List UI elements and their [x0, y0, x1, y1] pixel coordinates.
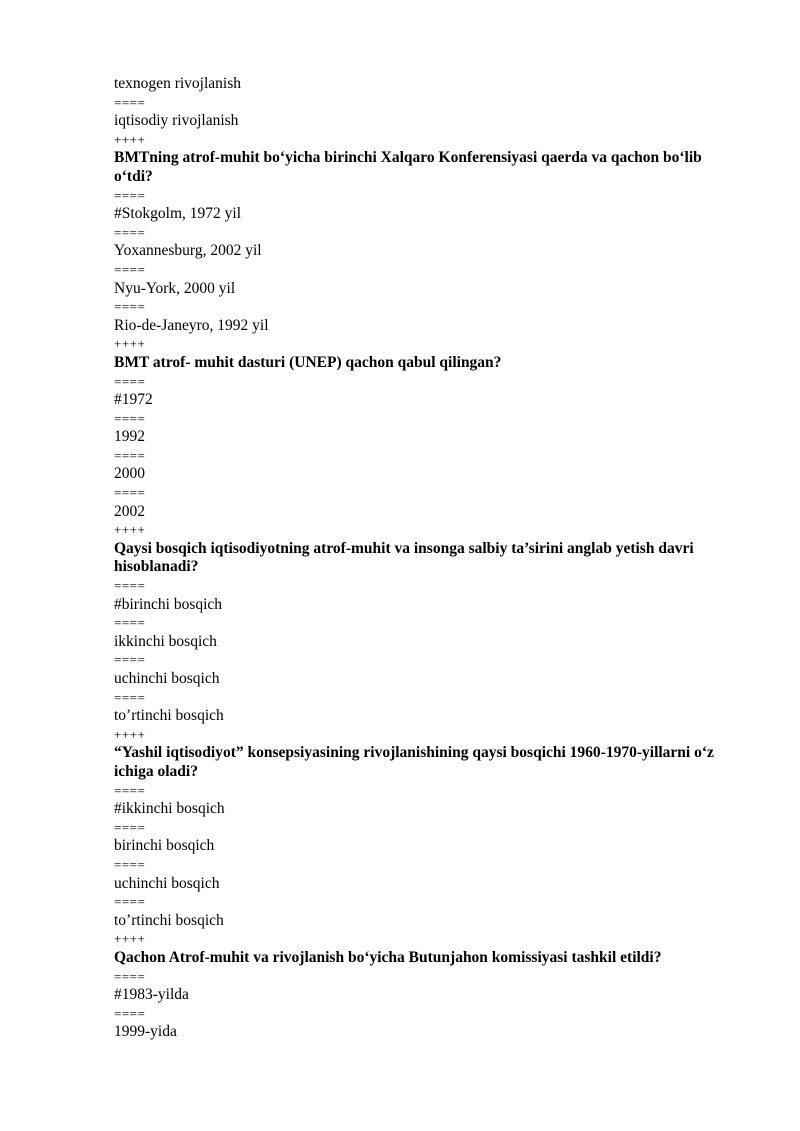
separator-line: ==== [114, 187, 146, 203]
question-text: Qaysi bosqich iqtisodiyotning atrof-muhit va insonga salbiy ta’sirini anglab yetish davri hisoblanadi? [114, 539, 694, 576]
separator-line: ++++ [114, 336, 146, 352]
separator-line: ==== [114, 968, 146, 984]
separator-line: ==== [114, 447, 146, 463]
question-text: BMT atrof- muhit dasturi (UNEP) qachon qabul qilingan? [114, 353, 502, 371]
answer-option: iqtisodiy rivojlanish [114, 112, 239, 130]
separator-line: ==== [114, 782, 146, 798]
answer-option: 1999-yida [114, 1023, 177, 1041]
separator-line: ==== [114, 373, 146, 389]
answer-option: #1983-yilda [114, 986, 189, 1004]
separator-line: ==== [114, 94, 146, 110]
separator-line: ==== [114, 485, 146, 501]
answer-option: #ikkinchi bosqich [114, 800, 225, 818]
separator-line: ++++ [114, 522, 146, 538]
answer-option: birinchi bosqich [114, 837, 215, 855]
answer-option: 2002 [114, 502, 145, 520]
separator-line: ==== [114, 689, 146, 705]
question-text: Qachon Atrof-muhit va rivojlanish bo‘yicha Butunjahon komissiyasi tashkil etildi? [114, 948, 662, 966]
answer-option: uchinchi bosqich [114, 874, 220, 892]
question-text: BMTning atrof-muhit bo‘yicha birinchi Xalqaro Konferensiyasi qaerda va qachon bo‘lib o‘tdi? [114, 149, 702, 185]
document-page [114, 75, 744, 1042]
answer-option: ikkinchi bosqich [114, 632, 217, 650]
separator-line: ==== [114, 1005, 146, 1021]
answer-option: to’rtinchi bosqich [114, 707, 224, 725]
separator-line: ++++ [114, 131, 146, 147]
separator-line: ==== [114, 299, 146, 315]
answer-option: uchinchi bosqich [114, 670, 220, 687]
separator-line: ==== [114, 615, 146, 631]
separator-line: ==== [114, 894, 146, 910]
answer-option: 1992 [114, 428, 145, 446]
answer-option: #birinchi bosqich [114, 595, 223, 613]
separator-line: ==== [114, 856, 146, 872]
answer-option: Rio-de-Janeyro, 1992 yil [114, 316, 269, 334]
separator-line: ++++ [114, 726, 146, 742]
separator-line: ++++ [114, 931, 146, 947]
answer-option: to’rtinchi bosqich [114, 911, 224, 929]
answer-option: texnogen rivojlanish [114, 75, 241, 92]
answer-option: Yoxannesburg, 2002 yil [114, 242, 262, 260]
separator-line: ==== [114, 224, 146, 240]
answer-option: Nyu-York, 2000 yil [114, 279, 236, 297]
separator-line: ==== [114, 261, 146, 277]
answer-option: 2000 [114, 465, 145, 483]
separator-line: ==== [114, 652, 146, 668]
separator-line: ==== [114, 819, 146, 835]
question-text: “Yashil iqtisodiyot” konsepsiyasining rivojlanishining qaysi bosqichi 1960-1970-yillarni o‘z ichiga oladi? [114, 744, 714, 780]
separator-line: ==== [114, 410, 146, 426]
answer-option: #Stokgolm, 1972 yil [114, 205, 242, 223]
answer-option: #1972 [114, 391, 153, 409]
separator-line: ==== [114, 578, 146, 594]
